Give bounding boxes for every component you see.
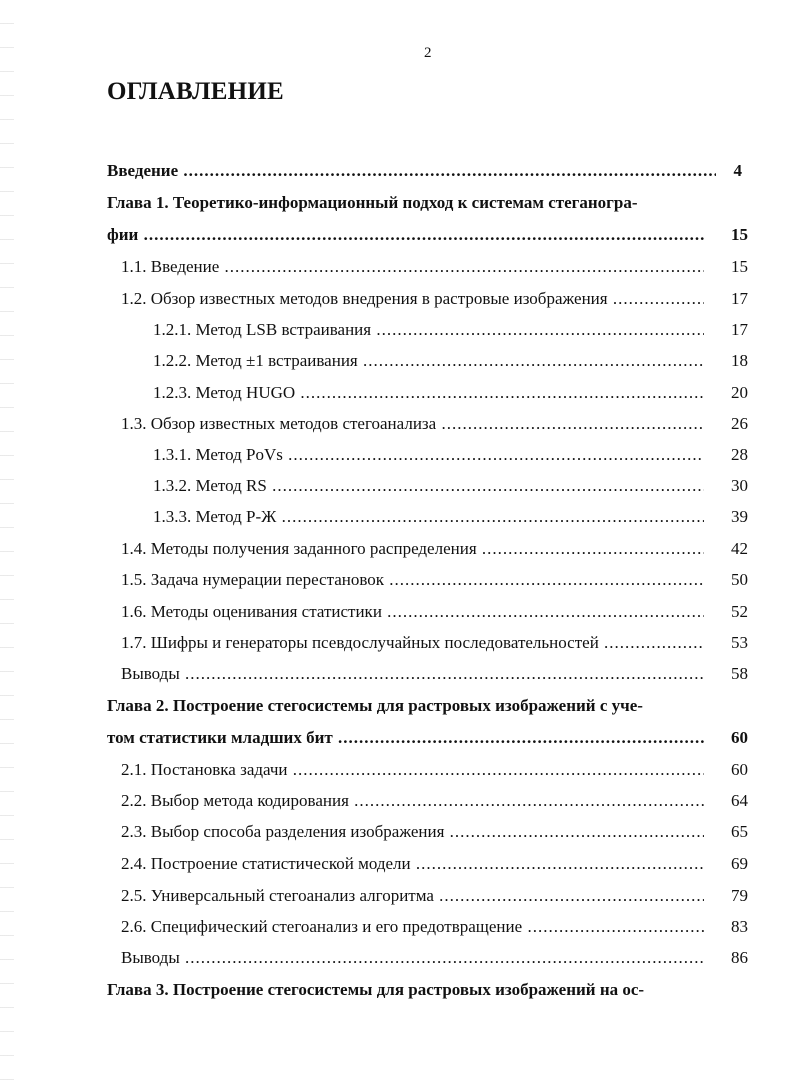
toc-entry-title: том статистики младших бит ..... [107,722,704,754]
toc-entry-title: 2.2. Выбор метода кодирования ..... [121,785,704,817]
toc-entry-page: 28 [731,445,748,464]
toc-entry-page: 15 [731,257,748,276]
toc-entry-title: 1.2.1. Метод LSB встраивания ..... [153,314,704,346]
toc-entry-page: 69 [731,854,748,873]
toc-entry-page: 15 [731,225,748,244]
toc-entry-title: Глава 3. Построение стегосистемы для растровых изображений на ос- [107,980,645,999]
toc-entry-page: 39 [731,507,748,526]
toc-entry-page: 17 [731,320,748,339]
toc-entry-title: 2.3. Выбор способа разделения изображения ..... [121,816,704,848]
toc-entry-page: 53 [731,633,748,652]
toc-entry-page: 60 [731,728,748,747]
toc-entry-chapter-1-conclusions[interactable] [0,658,794,690]
toc-entry-title: 1.6. Методы оценивания статистики ..... [121,596,704,628]
toc-entry-page: 42 [731,539,748,558]
toc-entry-2-2[interactable] [0,785,794,817]
toc-entry-1-3[interactable] [0,408,794,440]
toc-entry-1-2[interactable] [0,283,794,315]
toc-entry-title: 1.3. Обзор известных методов стегоанализа ..... [121,408,704,440]
toc-entry-title: 2.4. Построение статистической модели ..... [121,848,704,880]
toc-entry-title: 1.1. Введение ..... [121,251,704,283]
toc-entry-1-1[interactable] [0,251,794,283]
toc-entry-page: 50 [731,570,748,589]
toc-entry-title: 1.2. Обзор известных методов внедрения в растровые изображения ..... [121,283,704,315]
toc-entry-introduction[interactable] [0,155,794,187]
toc-entry-page: 30 [731,476,748,495]
toc-entry-chapter-2-line-2[interactable] [0,722,794,754]
toc-entry-title: Выводы ..... [121,942,704,974]
toc-entry-page: 79 [731,886,748,905]
toc-entry-2-5[interactable] [0,880,794,912]
toc-entry-title: Глава 2. Построение стегосистемы для растровых изображений с уче- [107,696,643,715]
toc-entry-2-1[interactable] [0,754,794,786]
toc-entry-chapter-3-line-1[interactable] [0,974,794,1006]
toc-entry-page: 60 [731,760,748,779]
toc-entry-page: 26 [731,414,748,433]
toc-entry-1-7[interactable] [0,627,794,659]
toc-entry-1-5[interactable] [0,564,794,596]
toc-entry-2-3[interactable] [0,816,794,848]
toc-entry-title: 1.3.2. Метод RS ..... [153,470,704,502]
toc-entry-1-6[interactable] [0,596,794,628]
toc-entry-title: 2.1. Постановка задачи ..... [121,754,704,786]
toc-entry-1-2-2[interactable] [0,345,794,377]
toc-entry-page: 65 [731,822,748,841]
toc-entry-page: 58 [731,664,748,683]
toc-entry-title: 1.4. Методы получения заданного распределения ..... [121,533,704,565]
toc-entry-chapter-1-line-1[interactable] [0,187,794,219]
toc-entry-1-4[interactable] [0,533,794,565]
toc-entry-title: 1.2.3. Метод HUGO ..... [153,377,704,409]
toc-entry-2-4[interactable] [0,848,794,880]
toc-entry-title: фии ..... [107,219,704,251]
toc-entry-title: 1.5. Задача нумерации перестановок ..... [121,564,704,596]
toc-entry-title: Выводы ..... [121,658,704,690]
toc-entry-1-3-3[interactable] [0,501,794,533]
toc-entry-page: 86 [731,948,748,967]
toc-entry-title: 2.6. Специфический стегоанализ и его предотвращение ..... [121,911,704,943]
toc-entry-page: 18 [731,351,748,370]
toc-entry-chapter-2-conclusions[interactable] [0,942,794,974]
toc-entry-chapter-2-line-1[interactable] [0,690,794,722]
toc-entry-page: 83 [731,917,748,936]
toc-entry-title: Глава 1. Теоретико-информационный подход к системам стеганогра- [107,193,638,212]
toc-entry-1-3-1[interactable] [0,439,794,471]
toc-entry-page: 17 [731,289,748,308]
toc-entry-chapter-1-line-2[interactable] [0,219,794,251]
toc-entry-1-2-1[interactable] [0,314,794,346]
page-title: ОГЛАВЛЕНИЕ [107,78,284,105]
toc-entry-title: 2.5. Универсальный стегоанализ алгоритма ..... [121,880,704,912]
toc-entry-2-6[interactable] [0,911,794,943]
toc-entry-title: 1.7. Шифры и генераторы псевдослучайных последовательностей ..... [121,627,704,659]
toc-entry-title: 1.3.1. Метод PoVs ..... [153,439,704,471]
toc-entry-title: Введение ..... [107,155,716,187]
toc-entry-title: 1.3.3. Метод Р-Ж ..... [153,501,704,533]
toc-entry-title: 1.2.2. Метод ±1 встраивания ..... [153,345,704,377]
toc-entry-page: 64 [731,791,748,810]
page-number: 2 [424,45,432,61]
toc-entry-page: 52 [731,602,748,621]
toc-entry-page: 20 [731,383,748,402]
toc-entry-1-3-2[interactable] [0,470,794,502]
toc-entry-page: 4 [733,161,742,180]
toc-entry-1-2-3[interactable] [0,377,794,409]
